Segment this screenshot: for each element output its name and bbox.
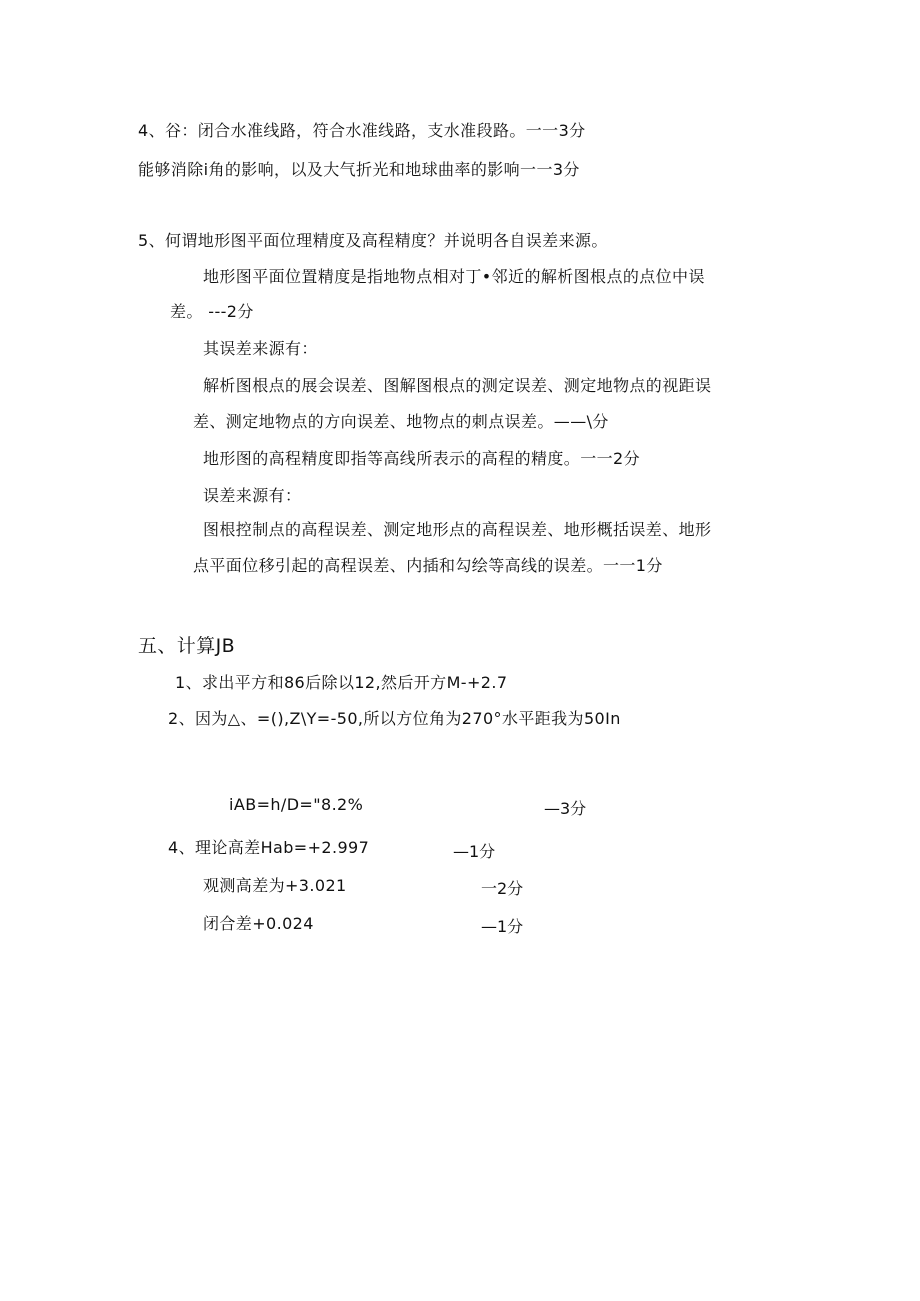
- calc-observed-diff-score: 一2分: [481, 879, 524, 898]
- calc-iab-score: —3分: [544, 799, 587, 818]
- q5-p1-line-2: 差。 ---2分: [170, 302, 254, 321]
- q5-p4-line-1: 图根控制点的高程误差、测定地形点的高程误差、地形概括误差、地形: [203, 520, 712, 539]
- calc-item-4-score: —1分: [453, 842, 496, 861]
- q5-p3-line-1: 地形图的高程精度即指等高线所表示的高程的精度。一一2分: [203, 449, 640, 468]
- q5-p4-line-2: 点平面位移引起的高程误差、内插和勾绘等高线的误差。一一1分: [193, 556, 663, 575]
- q4-answer-line-2: 能够消除i角的影响，以及大气折光和地球曲率的影响一一3分: [138, 160, 580, 179]
- q5-p2-label: 其误差来源有：: [203, 339, 318, 358]
- q5-p2-line-1: 解析图根点的展会误差、图解图根点的测定误差、测定地物点的视距误: [203, 376, 712, 395]
- q4-answer-line-1: 4、谷：闭合水准线路，符合水准线路，支水准段路。一一3分: [138, 121, 586, 140]
- calc-observed-diff: 观测高差为+3.021: [203, 876, 347, 895]
- calc-iab-formula: iAB=h/D="8.2%: [229, 795, 364, 814]
- q5-p2-line-2: 差、测定地物点的方向误差、地物点的刺点误差。——\分: [193, 412, 609, 431]
- calc-item-2: 2、因为△、=(),Z\Y=-50,所以方位角为270°水平距我为50In: [168, 709, 621, 728]
- q5-title: 5、何谓地形图平面位理精度及高程精度？并说明各自误差来源。: [138, 231, 608, 250]
- calc-item-1: 1、求出平方和86后除以12,然后开方M-+2.7: [175, 673, 508, 692]
- q5-p4-label: 误差来源有：: [203, 486, 302, 505]
- calc-closure-error-score: —1分: [481, 917, 524, 936]
- section-heading-calculation: 五、计算JB: [138, 635, 236, 657]
- q5-p1-line-1: 地形图平面位置精度是指地物点相对丁•邻近的解析图根点的点位中误: [203, 267, 705, 286]
- calc-item-4: 4、理论高差Hab=+2.997: [168, 838, 370, 857]
- calc-closure-error: 闭合差+0.024: [203, 914, 314, 933]
